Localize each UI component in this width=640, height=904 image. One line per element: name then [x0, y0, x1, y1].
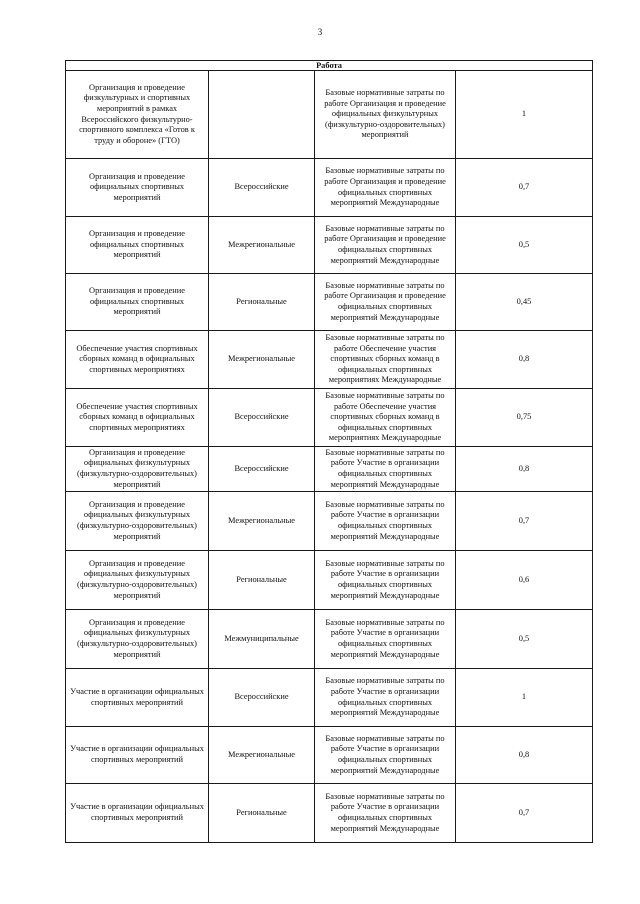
table-row — [66, 784, 593, 843]
work-name-cell: Участие в организации официальных спортивных мероприятий — [66, 727, 209, 784]
work-name-cell: Участие в организации официальных спортивных мероприятий — [66, 784, 209, 843]
value-cell: 0,8 — [456, 727, 593, 784]
description-cell: Базовые нормативные затраты по работе Организация и проведение официальных спортивных мероприятий Международные — [315, 217, 456, 274]
description-cell: Базовые нормативные затраты по работе Участие в организации официальных спортивных мероприятий Международные — [315, 727, 456, 784]
value-cell: 0,5 — [456, 217, 593, 274]
table-row — [66, 389, 593, 447]
work-name-cell: Организация и проведение официальных физкультурных (физкультурно-оздоровительных) мероприятий — [66, 492, 209, 551]
level-cell: Всероссийские — [209, 389, 315, 447]
level-cell: Межрегиональные — [209, 727, 315, 784]
level-cell: Региональные — [209, 551, 315, 610]
work-name-cell: Организация и проведение официальных физкультурных (физкультурно-оздоровительных) мероприятий — [66, 447, 209, 492]
level-cell: Всероссийские — [209, 159, 315, 217]
description-cell: Базовые нормативные затраты по работе Участие в организации официальных спортивных мероприятий Международные — [315, 551, 456, 610]
value-cell: 1 — [456, 669, 593, 727]
description-cell: Базовые нормативные затраты по работе Участие в организации официальных спортивных мероприятий Международные — [315, 669, 456, 727]
level-cell: Межрегиональные — [209, 492, 315, 551]
section-title: Работа — [66, 61, 593, 71]
work-name-cell: Организация и проведение физкультурных и спортивных мероприятий в рамках Всероссийского физкультурно-спортивного комплекса «Готов к труду и обороне» (ГТО) — [66, 71, 209, 159]
description-cell: Базовые нормативные затраты по работе Участие в организации официальных спортивных мероприятий Международные — [315, 784, 456, 843]
work-name-cell: Обеспечение участия спортивных сборных команд в официальных спортивных мероприятиях — [66, 389, 209, 447]
work-name-cell: Участие в организации официальных спортивных мероприятий — [66, 669, 209, 727]
description-cell: Базовые нормативные затраты по работе Участие в организации официальных спортивных мероприятий Международные — [315, 492, 456, 551]
table-row — [66, 727, 593, 784]
table-row — [66, 669, 593, 727]
level-cell: Региональные — [209, 784, 315, 843]
level-cell: Межрегиональные — [209, 217, 315, 274]
value-cell: 0,5 — [456, 610, 593, 669]
page-number: 3 — [317, 27, 323, 37]
work-name-cell: Организация и проведение официальных физкультурных (физкультурно-оздоровительных) мероприятий — [66, 551, 209, 610]
work-name-cell: Организация и проведение официальных спортивных мероприятий — [66, 274, 209, 331]
table-row — [66, 331, 593, 389]
table-row — [66, 274, 593, 331]
description-cell: Базовые нормативные затраты по работе Участие в организации официальных спортивных мероприятий Международные — [315, 610, 456, 669]
level-cell — [209, 71, 315, 159]
level-cell: Всероссийские — [209, 447, 315, 492]
work-name-cell: Организация и проведение официальных спортивных мероприятий — [66, 159, 209, 217]
value-cell: 0,7 — [456, 159, 593, 217]
level-cell: Межмуниципальные — [209, 610, 315, 669]
level-cell: Межрегиональные — [209, 331, 315, 389]
table-row — [66, 217, 593, 274]
value-cell: 0,45 — [456, 274, 593, 331]
description-cell: Базовые нормативные затраты по работе Участие в организации официальных спортивных мероприятий Международные — [315, 447, 456, 492]
table-row — [66, 71, 593, 159]
level-cell: Всероссийские — [209, 669, 315, 727]
table-row — [66, 610, 593, 669]
work-name-cell: Обеспечение участия спортивных сборных команд в официальных спортивных мероприятиях — [66, 331, 209, 389]
value-cell: 0,8 — [456, 331, 593, 389]
level-cell: Региональные — [209, 274, 315, 331]
description-cell: Базовые нормативные затраты по работе Организация и проведение официальных спортивных мероприятий Международные — [315, 274, 456, 331]
description-cell: Базовые нормативные затраты по работе Организация и проведение официальных физкультурных (физкультурно-оздоровительных) мероприятий — [315, 71, 456, 159]
description-cell: Базовые нормативные затраты по работе Обеспечение участия спортивных сборных команд в официальных спортивных мероприятиях Международные — [315, 389, 456, 447]
table-row — [66, 447, 593, 492]
norm-costs-table — [65, 60, 593, 843]
table-row — [66, 159, 593, 217]
table-row — [66, 492, 593, 551]
table-row — [66, 551, 593, 610]
value-cell: 0,8 — [456, 447, 593, 492]
value-cell: 1 — [456, 71, 593, 159]
value-cell: 0,75 — [456, 389, 593, 447]
work-name-cell: Организация и проведение официальных спортивных мероприятий — [66, 217, 209, 274]
description-cell: Базовые нормативные затраты по работе Организация и проведение официальных спортивных мероприятий Международные — [315, 159, 456, 217]
section-header-row — [66, 61, 593, 71]
value-cell: 0,6 — [456, 551, 593, 610]
work-name-cell: Организация и проведение официальных физкультурных (физкультурно-оздоровительных) мероприятий — [66, 610, 209, 669]
value-cell: 0,7 — [456, 492, 593, 551]
value-cell: 0,7 — [456, 784, 593, 843]
description-cell: Базовые нормативные затраты по работе Обеспечение участия спортивных сборных команд в официальных спортивных мероприятиях Международные — [315, 331, 456, 389]
